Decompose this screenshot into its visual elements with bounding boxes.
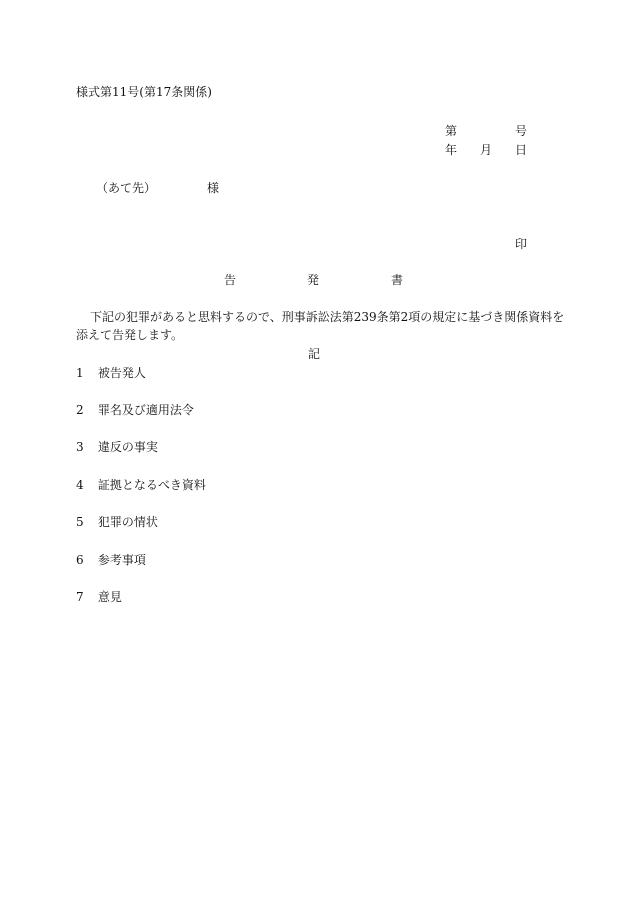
item-number: 5 — [76, 515, 84, 529]
document-title-char: 発 — [307, 273, 320, 287]
document-number-suffix: 号 — [515, 124, 528, 138]
date-month-label: 月 — [480, 143, 493, 157]
list-item — [76, 439, 158, 455]
list-item — [76, 365, 146, 381]
item-label: 参考事項 — [97, 553, 146, 567]
item-number: 2 — [76, 403, 84, 417]
list-item — [76, 552, 146, 568]
item-number: 6 — [76, 553, 84, 567]
list-item — [76, 514, 158, 530]
item-label: 被告発人 — [97, 366, 146, 380]
document-title-char: 告 — [224, 273, 237, 287]
item-number: 3 — [76, 440, 84, 454]
item-label: 犯罪の情状 — [97, 515, 158, 529]
list-item — [76, 402, 194, 418]
item-number: 1 — [76, 366, 84, 380]
seal-mark: 印 — [515, 237, 528, 251]
list-item — [76, 477, 206, 493]
item-label: 意見 — [97, 590, 122, 604]
item-label: 違反の事実 — [97, 440, 158, 454]
addressee-honorific: 様 — [207, 181, 220, 195]
addressee-label: （あて先） — [96, 181, 157, 195]
body-paragraph: 下記の犯罪があると思料するので、刑事訴訟法第239条第2項の規定に基づき関係資料を添えて告発します。 — [76, 310, 565, 342]
document-number-prefix: 第 — [445, 124, 458, 138]
list-item — [76, 589, 122, 605]
item-label: 証拠となるべき資料 — [97, 478, 206, 492]
ki-heading: 記 — [308, 347, 321, 361]
document-title-char: 書 — [391, 273, 404, 287]
item-number: 4 — [76, 478, 84, 492]
item-label: 罪名及び適用法令 — [97, 403, 194, 417]
date-day-label: 日 — [515, 143, 528, 157]
date-year-label: 年 — [445, 143, 458, 157]
item-number: 7 — [76, 590, 84, 604]
form-number-label: 様式第11号(第17条関係) — [76, 85, 212, 99]
